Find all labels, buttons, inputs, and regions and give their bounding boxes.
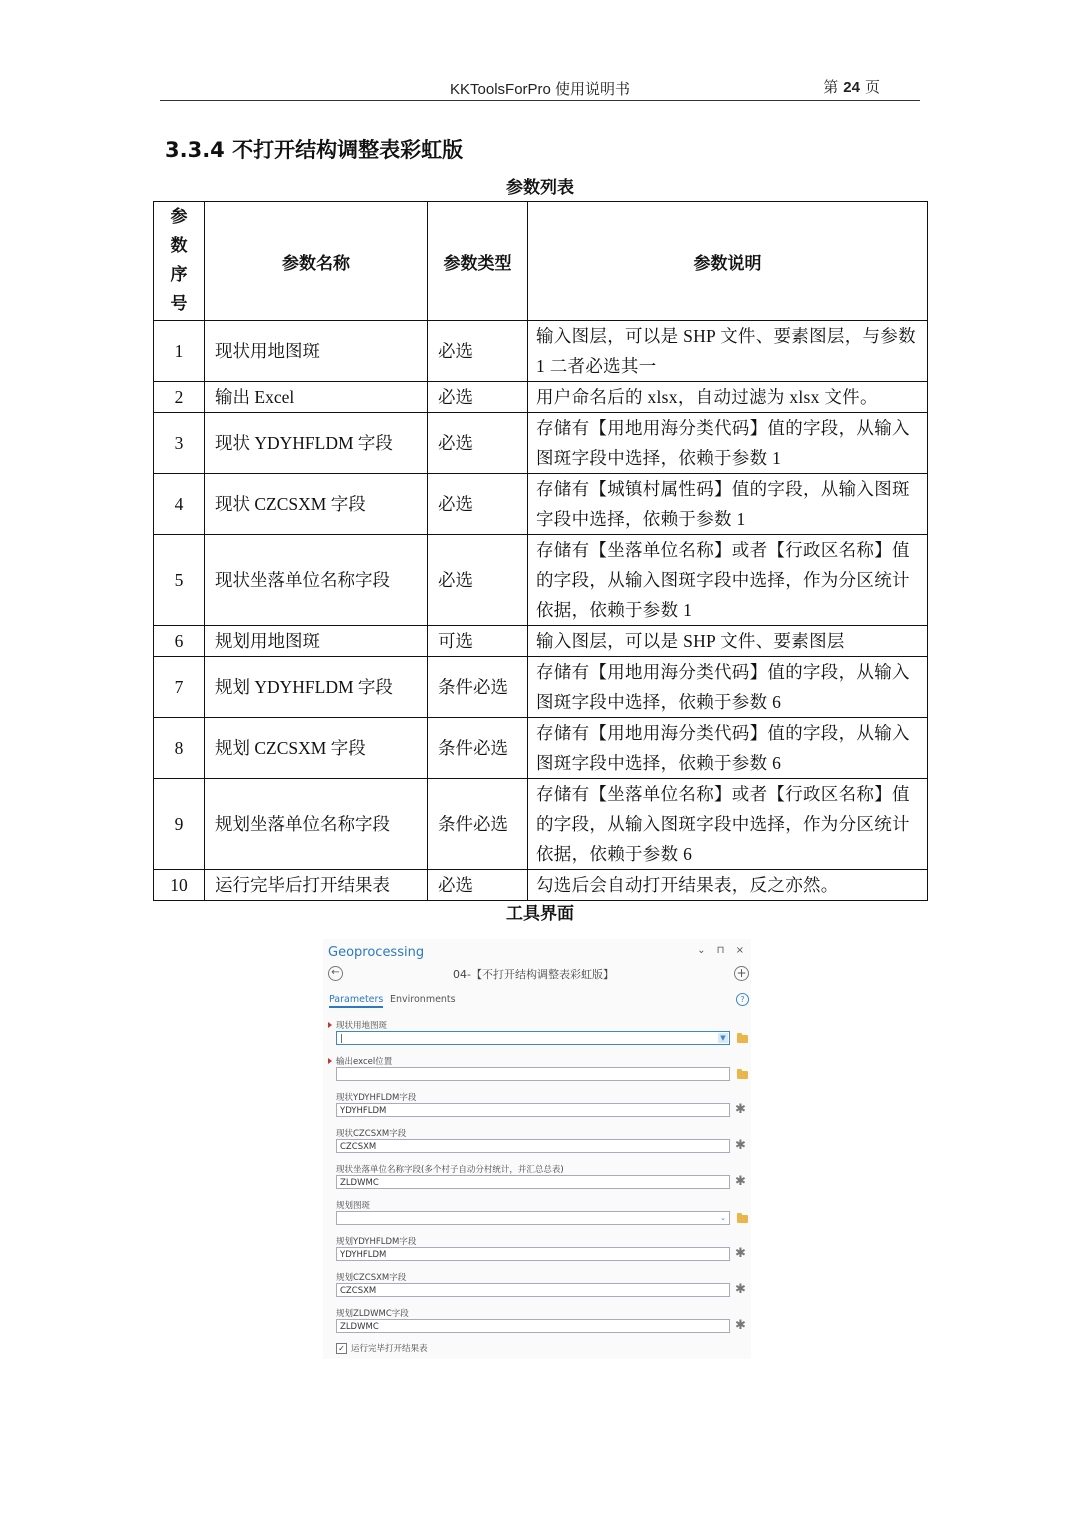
gear-icon[interactable]: ✱ [735, 1282, 746, 1297]
field-input[interactable]: ZLDWMC [336, 1175, 730, 1189]
field-input[interactable]: CZCSXM [336, 1283, 730, 1297]
row-name: 现状 CZCSXM 字段 [205, 474, 428, 535]
row-number: 6 [154, 626, 205, 657]
gear-icon[interactable]: ✱ [735, 1138, 746, 1153]
row-desc: 输入图层，可以是 SHP 文件、要素图层，与参数 1 二者必选其一 [528, 321, 928, 382]
param-label: 规划CZCSXM字段 [336, 1273, 407, 1283]
add-icon[interactable]: + [734, 966, 749, 981]
window-controls[interactable]: ⌄ ⊓ × [697, 945, 748, 956]
page-number: 第 24 页 [823, 79, 880, 96]
section-title: 3.3.4 不打开结构调整表彩虹版 [165, 138, 464, 162]
folder-icon[interactable] [737, 1071, 748, 1079]
row-type: 必选 [428, 382, 528, 413]
table-row [154, 413, 928, 474]
param-label: 现状YDYHFLDM字段 [336, 1093, 417, 1103]
page-header [160, 76, 920, 101]
help-icon[interactable]: ? [736, 993, 749, 1006]
required-marker-icon [328, 1022, 332, 1028]
row-name: 运行完毕后打开结果表 [205, 870, 428, 901]
row-desc: 存储有【城镇村属性码】值的字段，从输入图斑字段中选择，依赖于参数 1 [528, 474, 928, 535]
param-label: 现状用地图斑 [336, 1021, 388, 1031]
parameter-table [153, 201, 928, 901]
param-label: 输出excel位置 [336, 1057, 393, 1067]
gear-icon[interactable]: ✱ [735, 1102, 746, 1117]
row-desc: 存储有【用地用海分类代码】值的字段，从输入图斑字段中选择，依赖于参数 6 [528, 718, 928, 779]
row-desc: 用户命名后的 xlsx，自动过滤为 xlsx 文件。 [528, 382, 928, 413]
output-field[interactable] [336, 1067, 730, 1081]
row-type: 必选 [428, 321, 528, 382]
folder-icon[interactable] [737, 1215, 748, 1223]
row-name: 规划坐落单位名称字段 [205, 779, 428, 870]
row-number: 9 [154, 779, 205, 870]
open-result-checkbox[interactable]: ✓ [336, 1343, 347, 1354]
back-icon[interactable]: ← [328, 966, 343, 981]
param-label: 现状坐落单位名称字段(多个村子自动分村统计，并汇总总表) [336, 1165, 564, 1175]
header-desc: 参数说明 [528, 202, 928, 321]
row-number: 8 [154, 718, 205, 779]
row-name: 现状 YDYHFLDM 字段 [205, 413, 428, 474]
row-type: 条件必选 [428, 718, 528, 779]
checkbox-label: 运行完毕打开结果表 [351, 1344, 428, 1354]
row-name: 规划 CZCSXM 字段 [205, 718, 428, 779]
row-type: 条件必选 [428, 779, 528, 870]
table-row [154, 718, 928, 779]
row-type: 可选 [428, 626, 528, 657]
row-desc: 输入图层，可以是 SHP 文件、要素图层 [528, 626, 928, 657]
tab-parameters[interactable]: Parameters [329, 994, 383, 1008]
geoprocessing-pane [323, 939, 751, 1359]
row-desc: 存储有【用地用海分类代码】值的字段，从输入图斑字段中选择，依赖于参数 1 [528, 413, 928, 474]
row-type: 必选 [428, 870, 528, 901]
table-row [154, 535, 928, 626]
folder-icon[interactable] [737, 1035, 748, 1043]
table-row [154, 321, 928, 382]
header-type: 参数类型 [428, 202, 528, 321]
header-name: 参数名称 [205, 202, 428, 321]
gear-icon[interactable]: ✱ [735, 1318, 746, 1333]
row-number: 4 [154, 474, 205, 535]
row-desc: 勾选后会自动打开结果表，反之亦然。 [528, 870, 928, 901]
tool-name: 04-【不打开结构调整表彩虹版】 [453, 968, 614, 981]
row-desc: 存储有【坐落单位名称】或者【行政区名称】值的字段，从输入图斑字段中选择，作为分区统计依据，依赖于参数 6 [528, 779, 928, 870]
field-input[interactable]: YDYHFLDM [336, 1103, 730, 1117]
row-number: 3 [154, 413, 205, 474]
row-number: 5 [154, 535, 205, 626]
table-row [154, 870, 928, 901]
header-seq [154, 202, 205, 321]
row-type: 必选 [428, 413, 528, 474]
pane-title: Geoprocessing [328, 945, 425, 960]
table-row [154, 382, 928, 413]
row-name: 现状用地图斑 [205, 321, 428, 382]
tool-caption: 工具界面 [506, 904, 574, 924]
table-row [154, 474, 928, 535]
row-desc: 存储有【用地用海分类代码】值的字段，从输入图斑字段中选择，依赖于参数 6 [528, 657, 928, 718]
param-label: 现状CZCSXM字段 [336, 1129, 407, 1139]
field-input[interactable]: ZLDWMC [336, 1319, 730, 1333]
table-row [154, 626, 928, 657]
gear-icon[interactable]: ✱ [735, 1246, 746, 1261]
row-type: 必选 [428, 474, 528, 535]
row-name: 输出 Excel [205, 382, 428, 413]
row-type: 条件必选 [428, 657, 528, 718]
table-header-row [154, 202, 928, 321]
row-name: 现状坐落单位名称字段 [205, 535, 428, 626]
chevron-down-icon[interactable]: ▼ [718, 1033, 728, 1043]
param-label: 规划图斑 [336, 1201, 371, 1211]
table-row [154, 779, 928, 870]
table-caption: 参数列表 [506, 178, 574, 198]
gear-icon[interactable]: ✱ [735, 1174, 746, 1189]
param-label: 规划YDYHFLDM字段 [336, 1237, 417, 1247]
row-number: 2 [154, 382, 205, 413]
row-number: 1 [154, 321, 205, 382]
header-seq-label: 参数序号 [170, 207, 188, 314]
row-name: 规划 YDYHFLDM 字段 [205, 657, 428, 718]
input-field[interactable] [336, 1211, 730, 1225]
row-type: 必选 [428, 535, 528, 626]
table-row [154, 657, 928, 718]
input-field[interactable]: | ▼ [336, 1031, 730, 1045]
field-input[interactable]: CZCSXM [336, 1139, 730, 1153]
document-title: KKToolsForPro 使用说明书 [450, 81, 631, 98]
row-number: 7 [154, 657, 205, 718]
tab-environments[interactable]: Environments [390, 994, 456, 1005]
field-input[interactable]: YDYHFLDM [336, 1247, 730, 1261]
required-marker-icon [328, 1058, 332, 1064]
row-name: 规划用地图斑 [205, 626, 428, 657]
row-number: 10 [154, 870, 205, 901]
row-desc: 存储有【坐落单位名称】或者【行政区名称】值的字段，从输入图斑字段中选择，作为分区统计依据，依赖于参数 1 [528, 535, 928, 626]
param-label: 规划ZLDWMC字段 [336, 1309, 409, 1319]
chevron-down-icon[interactable]: ⌄ [720, 1214, 726, 1222]
